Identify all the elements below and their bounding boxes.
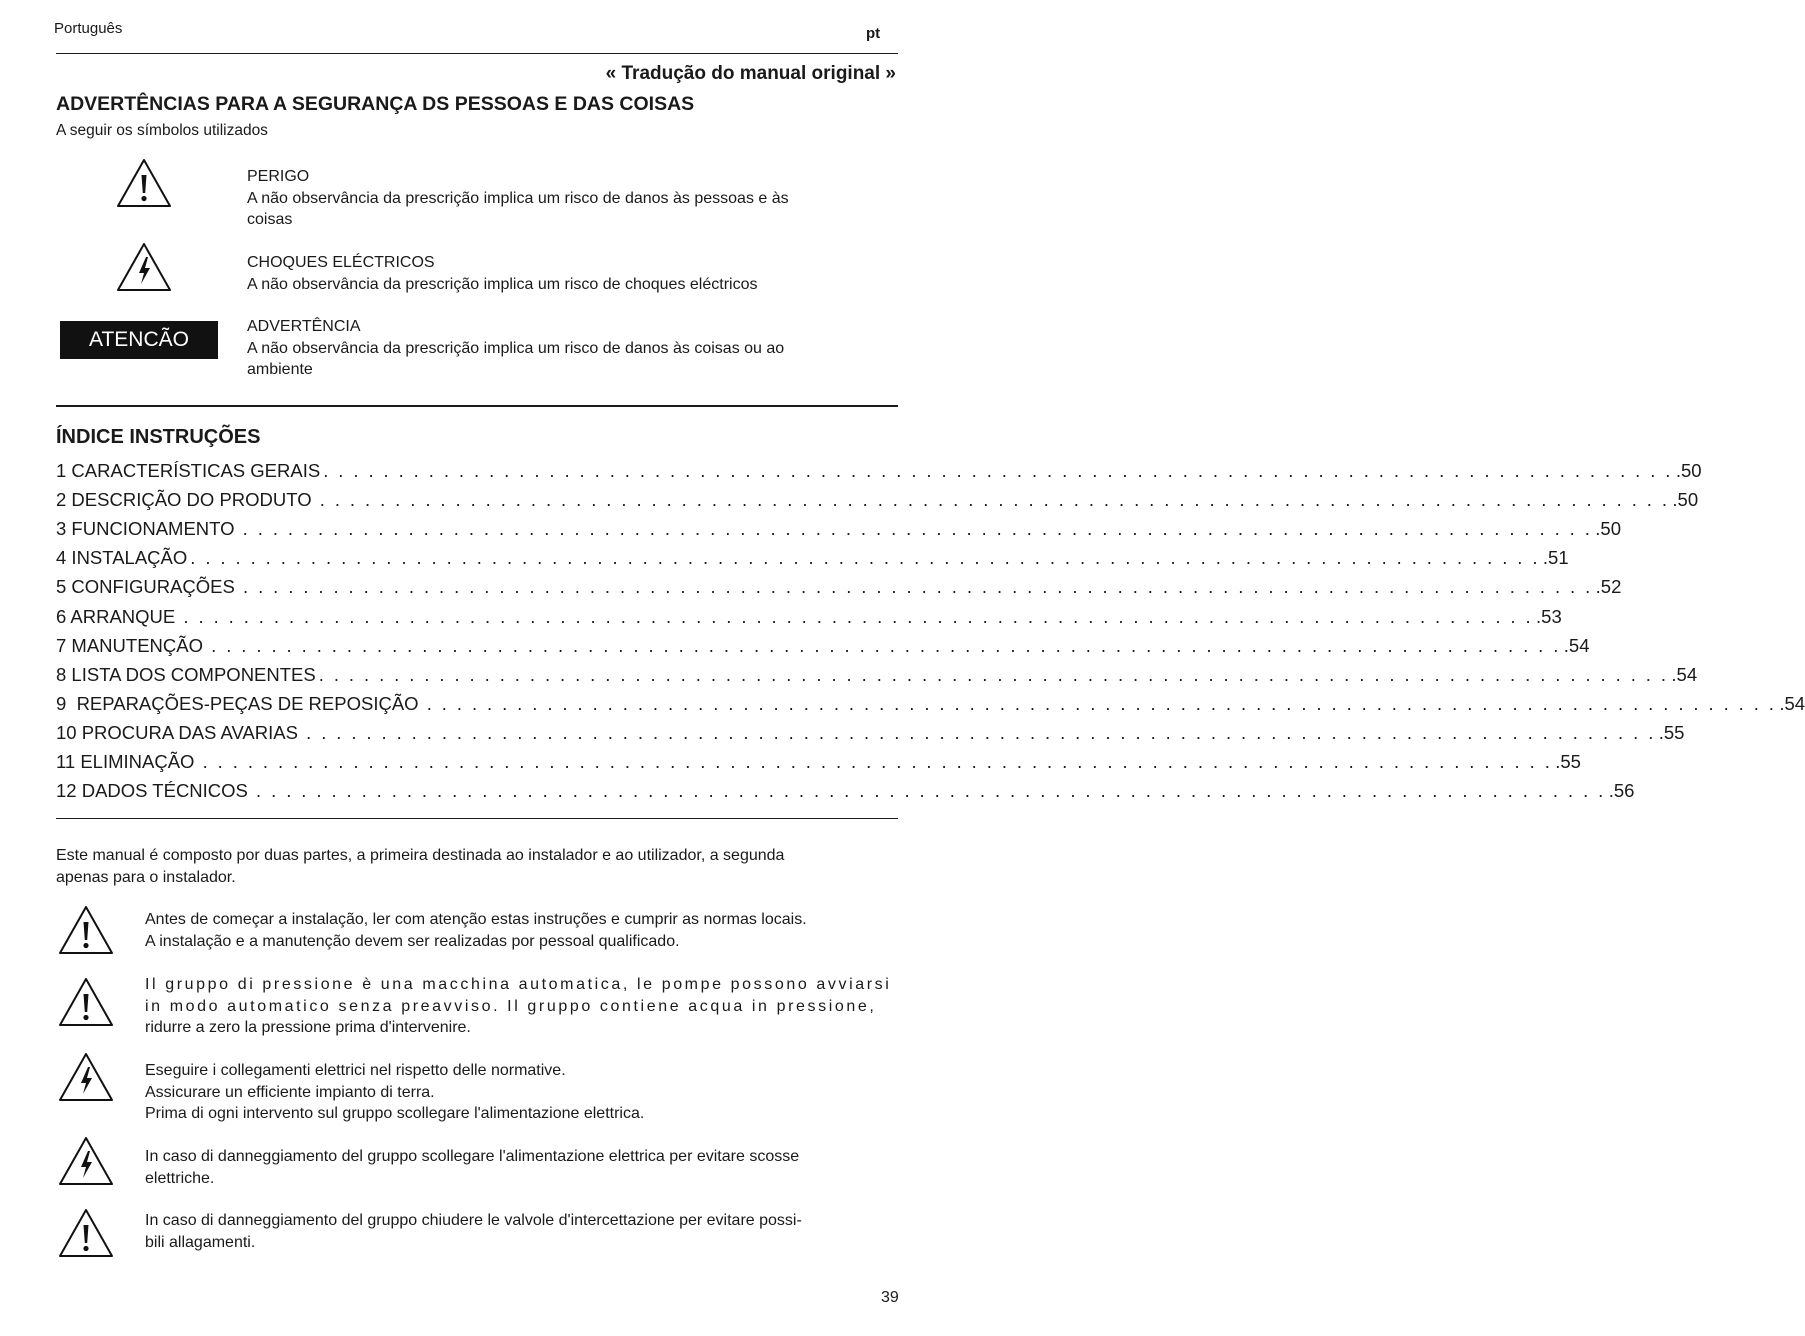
symbol-attention-description (247, 316, 887, 381)
symbol-danger-heading: PERIGO (247, 168, 310, 185)
toc-entry-label: 4 INSTALAÇÃO (56, 547, 188, 568)
toc-entry (56, 751, 1581, 775)
toc-dot-leader: . . . . . . . . . . . . . . . . . . . . . . . . . . . . . . . . . . . . . . . . . . . . . . . . . . . . . . . . . . . . . . . . . . . . . . . . . . . . . . . . . . . . . . . . . . (190, 547, 1540, 568)
toc-entry-page: .50 (1675, 460, 1702, 481)
symbol-attention-heading: ADVERTÊNCIA (247, 318, 361, 335)
warning-installation (145, 909, 898, 952)
danger-warning-icon (116, 158, 172, 208)
toc-entry (56, 635, 1590, 659)
toc-entry-label: 5 CONFIGURAÇÕES (56, 576, 240, 597)
toc-entry-page: .53 (1536, 606, 1562, 627)
warning-line: Antes de começar a instalação, ler com atenção estas instruções e cumprir as normas locais. (145, 911, 807, 928)
symbols-intro: A seguir os símbolos utilizados (56, 122, 268, 139)
warning-damage-valves (145, 1210, 898, 1253)
symbol-shock-heading: CHOQUES ELÉCTRICOS (247, 254, 435, 271)
manual-note (56, 845, 898, 889)
symbol-shock-description (247, 252, 887, 295)
toc-dot-leader: . . . . . . . . . . . . . . . . . . . . . . . . . . . . . . . . . . . . . . . . . . . . . . . . . . . . . . . . . . . . . . . . . . . . . . . . . . . . . . . . . . . . . . . . . . (323, 460, 1673, 481)
toc-dot-leader: . . . . . . . . . . . . . . . . . . . . . . . . . . . . . . . . . . . . . . . . . . . . . . . . . . . . . . . . . . . . . . . . . . . . . . . . . . . . . . . . . . . . . . . . . . (319, 489, 1670, 510)
toc-dot-leader: . . . . . . . . . . . . . . . . . . . . . . . . . . . . . . . . . . . . . . . . . . . . . . . . . . . . . . . . . . . . . . . . . . . . . . . . . . . . . . . . . . . . . . . . . . (211, 635, 1561, 656)
page-number: 39 (881, 1289, 899, 1306)
warning-line: in modo automatico senza preavviso. Il gruppo contiene acqua in pressione, (145, 997, 877, 1015)
toc-entry-label: 3 FUNCIONAMENTO (56, 518, 240, 539)
language-label: Português (54, 20, 123, 37)
toc-entry-label: 9 REPARAÇÕES-PEÇAS DE REPOSIÇÃO (56, 693, 424, 714)
page-title: ADVERTÊNCIAS PARA A SEGURANÇA DS PESSOAS E DAS COISAS (56, 93, 695, 115)
toc-dot-leader: . . . . . . . . . . . . . . . . . . . . . . . . . . . . . . . . . . . . . . . . . . . . . . . . . . . . . . . . . . . . . . . . . . . . . . . . . . . . . . . . . . . . . . . . . . (243, 576, 1593, 597)
electric-shock-icon (116, 242, 172, 292)
toc-entry-page: .50 (1595, 518, 1622, 539)
toc-entry (56, 460, 1702, 484)
toc-entry (56, 722, 1685, 746)
warning-automatic-start (145, 974, 898, 1039)
language-code: pt (866, 25, 881, 42)
danger-warning-icon (58, 1208, 114, 1258)
toc-entry (56, 489, 1699, 513)
toc-entry-page: .50 (1672, 489, 1699, 510)
toc-entry-label: 10 PROCURA DAS AVARIAS (56, 722, 304, 743)
symbol-attention-line1: A não observância da prescrição implica um risco de danos às coisas ou ao (247, 339, 785, 357)
toc-entry-page: .54 (1563, 635, 1590, 656)
index-title: ÍNDICE INSTRUÇÕES (56, 426, 261, 448)
toc-entry-label: 2 DESCRIÇÃO DO PRODUTO (56, 489, 317, 510)
toc-entry-page: .54 (1779, 693, 1805, 714)
symbol-danger-line2: coisas (247, 211, 293, 228)
warning-line: In caso di danneggiamento del gruppo scollegare l'alimentazione elettrica per evitare scosse (145, 1148, 800, 1165)
index-divider (56, 818, 898, 819)
warning-line: Assicurare un efficiente impianto di terra. (145, 1083, 435, 1101)
electric-shock-icon (58, 1136, 114, 1186)
manual-note-line1: Este manual é composto por duas partes, a primeira destinada ao instalador e ao utilizador, a segunda (56, 847, 785, 864)
warning-line: bili allagamenti. (145, 1233, 256, 1251)
toc-entry (56, 547, 1569, 571)
toc-entry-label: 7 MANUTENÇÃO (56, 635, 209, 656)
warning-line: Il gruppo di pressione è una macchina automatica, le pompe possono avviarsi (145, 976, 892, 993)
warning-line: In caso di danneggiamento del gruppo chiudere le valvole d'intercettazione per evitare possi- (145, 1212, 802, 1229)
electric-shock-icon (58, 1052, 114, 1102)
section-divider (56, 405, 898, 407)
toc-entry-page: .56 (1608, 780, 1635, 801)
toc-entry-label: 11 ELIMINAÇÃO (56, 751, 200, 772)
toc-entry-page: .55 (1555, 751, 1581, 772)
warning-electrical-connections (145, 1060, 898, 1125)
toc-entry (56, 576, 1622, 600)
toc-entry-label: 8 LISTA DOS COMPONENTES (56, 664, 316, 685)
warning-line: A instalação e a manutenção devem ser realizadas por pessoal qualificado. (145, 932, 680, 950)
toc-dot-leader: . . . . . . . . . . . . . . . . . . . . . . . . . . . . . . . . . . . . . . . . . . . . . . . . . . . . . . . . . . . . . . . . . . . . . . . . . . . . . . . . . . . . . . . . . . (306, 722, 1656, 743)
toc-dot-leader: . . . . . . . . . . . . . . . . . . . . . . . . . . . . . . . . . . . . . . . . . . . . . . . . . . . . . . . . . . . . . . . . . . . . . . . . . . . . . . . . . . . . . . . . . . (426, 693, 1777, 714)
warning-line: Eseguire i collegamenti elettrici nel rispetto delle normative. (145, 1062, 566, 1079)
toc-entry-page: .55 (1658, 722, 1685, 743)
toc-entry-label: 1 CARACTERÍSTICAS GERAIS (56, 460, 321, 481)
toc-entry-page: .52 (1595, 576, 1622, 597)
warning-line: ridurre a zero la pressione prima d'intervenire. (145, 1019, 471, 1036)
toc-entry-page: .51 (1542, 547, 1569, 568)
toc-entry (56, 664, 1698, 688)
toc-dot-leader: . . . . . . . . . . . . . . . . . . . . . . . . . . . . . . . . . . . . . . . . . . . . . . . . . . . . . . . . . . . . . . . . . . . . . . . . . . . . . . . . . . . . . . . . . . (202, 751, 1553, 772)
attention-badge: ATENCÃO (60, 321, 218, 359)
symbol-danger-description (247, 166, 887, 231)
toc-entry-label: 6 ARRANQUE (56, 606, 181, 627)
toc-entry (56, 606, 1562, 630)
toc-entry-page: .54 (1671, 664, 1698, 685)
toc-dot-leader: . . . . . . . . . . . . . . . . . . . . . . . . . . . . . . . . . . . . . . . . . . . . . . . . . . . . . . . . . . . . . . . . . . . . . . . . . . . . . . . . . . . . . . . . . . (183, 606, 1534, 627)
toc-dot-leader: . . . . . . . . . . . . . . . . . . . . . . . . . . . . . . . . . . . . . . . . . . . . . . . . . . . . . . . . . . . . . . . . . . . . . . . . . . . . . . . . . . . . . . . . . . (318, 664, 1669, 685)
toc-entry (56, 518, 1622, 542)
symbol-attention-line2: ambiente (247, 361, 313, 378)
warning-damage-disconnect (145, 1146, 898, 1189)
danger-warning-icon (58, 977, 114, 1027)
toc-entry (56, 693, 1805, 717)
toc-dot-leader: . . . . . . . . . . . . . . . . . . . . . . . . . . . . . . . . . . . . . . . . . . . . . . . . . . . . . . . . . . . . . . . . . . . . . . . . . . . . . . . . . . . . . . . . . . (242, 518, 1593, 539)
warning-line: elettriche. (145, 1169, 215, 1187)
header-divider (56, 53, 898, 54)
toc-dot-leader: . . . . . . . . . . . . . . . . . . . . . . . . . . . . . . . . . . . . . . . . . . . . . . . . . . . . . . . . . . . . . . . . . . . . . . . . . . . . . . . . . . . . . . . . . . (256, 780, 1606, 801)
warning-line: Prima di ogni intervento sul gruppo scollegare l'alimentazione elettrica. (145, 1105, 645, 1122)
symbol-shock-line1: A não observância da prescrição implica um risco de choques eléctricos (247, 275, 758, 293)
toc-entry (56, 780, 1635, 804)
symbol-danger-line1: A não observância da prescrição implica um risco de danos às pessoas e às (247, 189, 789, 207)
manual-note-line2: apenas para o instalador. (56, 869, 236, 886)
translation-subtitle: « Tradução do manual original » (605, 63, 896, 84)
danger-warning-icon (58, 905, 114, 955)
toc-entry-label: 12 DADOS TÉCNICOS (56, 780, 254, 801)
